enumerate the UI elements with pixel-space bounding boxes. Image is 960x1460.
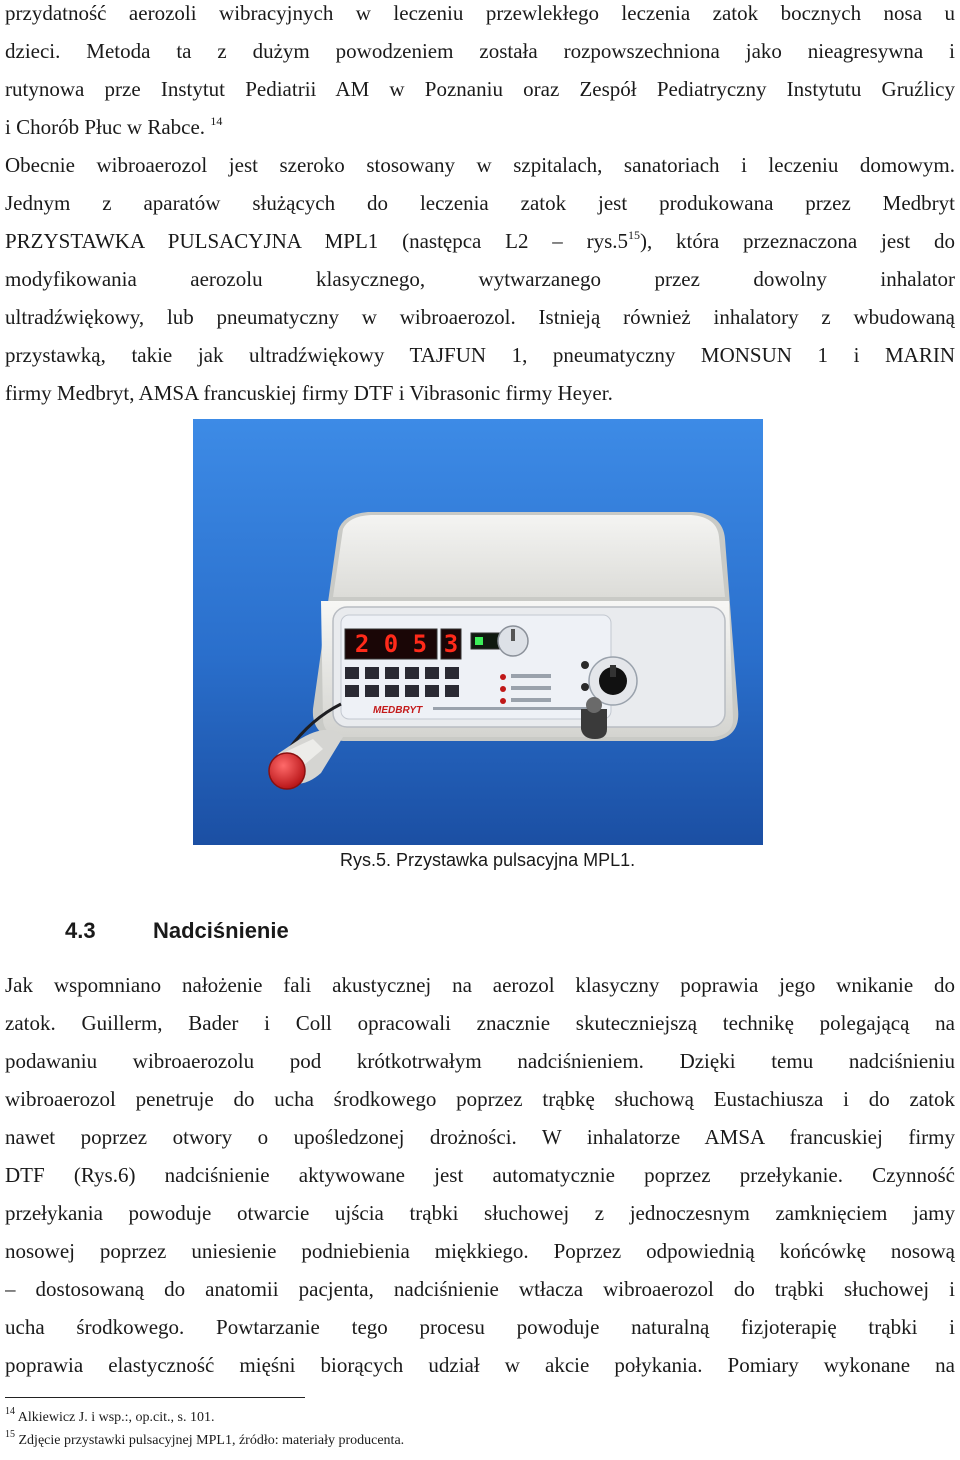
section-heading [65,918,289,944]
text-line: DTF (Rys.6) nadciśnienie aktywowane jest automatycznie poprzez przełykanie. Czynność [5,1163,955,1187]
section-number: 4.3 [65,918,96,943]
text-line: Obecnie wibroaerozol jest szeroko stosowany w szpitalach, sanatoriach i leczeniu domowym. [5,153,955,177]
text-line: przystawką, takie jak ultradźwiękowy TAJFUN 1, pneumatyczny MONSUN 1 i MARIN [5,343,955,367]
text-line: modyfikowania aerozolu klasycznego, wytwarzanego przez dowolny inhalator [5,267,955,291]
text-line: poprawia elastyczność mięśni biorących udział w akcie połykania. Pomiary wykonane na [5,1353,955,1377]
text-line [5,222,955,260]
text-line [5,108,955,146]
text-line: ucha środkowego. Powtarzanie tego procesu powoduje naturalną fizjoterapię trąbki i [5,1315,955,1339]
section-title: Nadciśnienie [153,918,289,943]
text-line: firmy Medbryt, AMSA francuskiej firmy DTF i Vibrasonic firmy Heyer. [5,381,613,405]
text-line: wibroaerozol penetruje do ucha środkowego poprzez trąbkę słuchową Eustachiusza i do zatok [5,1087,955,1111]
text-segment: ), która przeznaczona jest do [640,229,955,253]
seven-segment-display [345,629,461,659]
footnote-divider [5,1397,305,1398]
paragraph-top [5,0,955,412]
text-line: podawaniu wibroaerozolu pod krótkotrwałym nadciśnieniem. Dzięki temu nadciśnieniu [5,1049,955,1073]
svg-text:3: 3 [443,630,459,658]
footnote-15 [5,1429,405,1449]
text-line: przełykania powoduje otwarcie ujścia trąbki słuchowej z jednoczesnym zamknięciem jamy [5,1201,955,1225]
footnote-text: Zdjęcie przystawki pulsacyjnej MPL1, źródło: materiały producenta. [18,1433,405,1448]
text-line: Jednym z aparatów służących do leczenia zatok jest produkowana przez Medbryt [5,191,955,215]
paragraph-bottom [5,966,955,1384]
text-segment: i Chorób Płuc w Rabce. [5,115,206,139]
text-line: rutynowa prze Instytut Pediatrii AM w Poznaniu oraz Zespół Pediatryczny Instytutu Gruźlicy [5,77,955,101]
text-line: nosowej poprzez uniesienie podniebienia miękkiego. Poprzez odpowiednią końcówkę nosową [5,1239,955,1263]
footnote-14 [5,1406,215,1426]
text-line: dzieci. Metoda ta z dużym powodzeniem została rozpowszechniona jako nieagresywna i [5,39,955,63]
text-line: nawet poprzez otwory o upośledzonej drożności. W inhalatorze AMSA francuskiej firmy [5,1125,955,1149]
display-digits: 2 0 5 [354,630,428,658]
text-line: zatok. Guillerm, Bader i Coll opracowali znacznie skuteczniejszą technikę polegającą na [5,1011,955,1035]
text-line: Jak wspomniano nałożenie fali akustycznej na aerozol klasyczny poprawia jego wnikanie do [5,973,955,997]
text-line: przydatność aerozoli wibracyjnych w leczeniu przewlekłego leczenia zatok bocznych nosa u [5,1,955,25]
device-photo [193,419,763,845]
footnote-ref-15[interactable]: 15 [628,228,641,242]
text-line: ultradźwiękowy, lub pneumatyczny w wibroaerozol. Istnieją również inhalatory z wbudowaną [5,305,955,329]
figure-caption: Rys.5. Przystawka pulsacyjna MPL1. [340,850,636,870]
footnote-number: 15 [5,1429,15,1440]
brand-text: MEDBRYT [373,705,423,716]
footnote-ref-14[interactable]: 14 [210,114,223,128]
text-line: – dostosowaną do anatomii pacjenta, nadciśnienie wtłacza wibroaerozol do trąbki słuchowej i [5,1277,955,1301]
footnote-number: 14 [5,1406,15,1417]
footnote-text: Alkiewicz J. i wsp.:, op.cit., s. 101. [17,1410,215,1425]
text-segment: PRZYSTAWKA PULSACYJNA MPL1 (następca L2 – rys.5 [5,229,629,253]
